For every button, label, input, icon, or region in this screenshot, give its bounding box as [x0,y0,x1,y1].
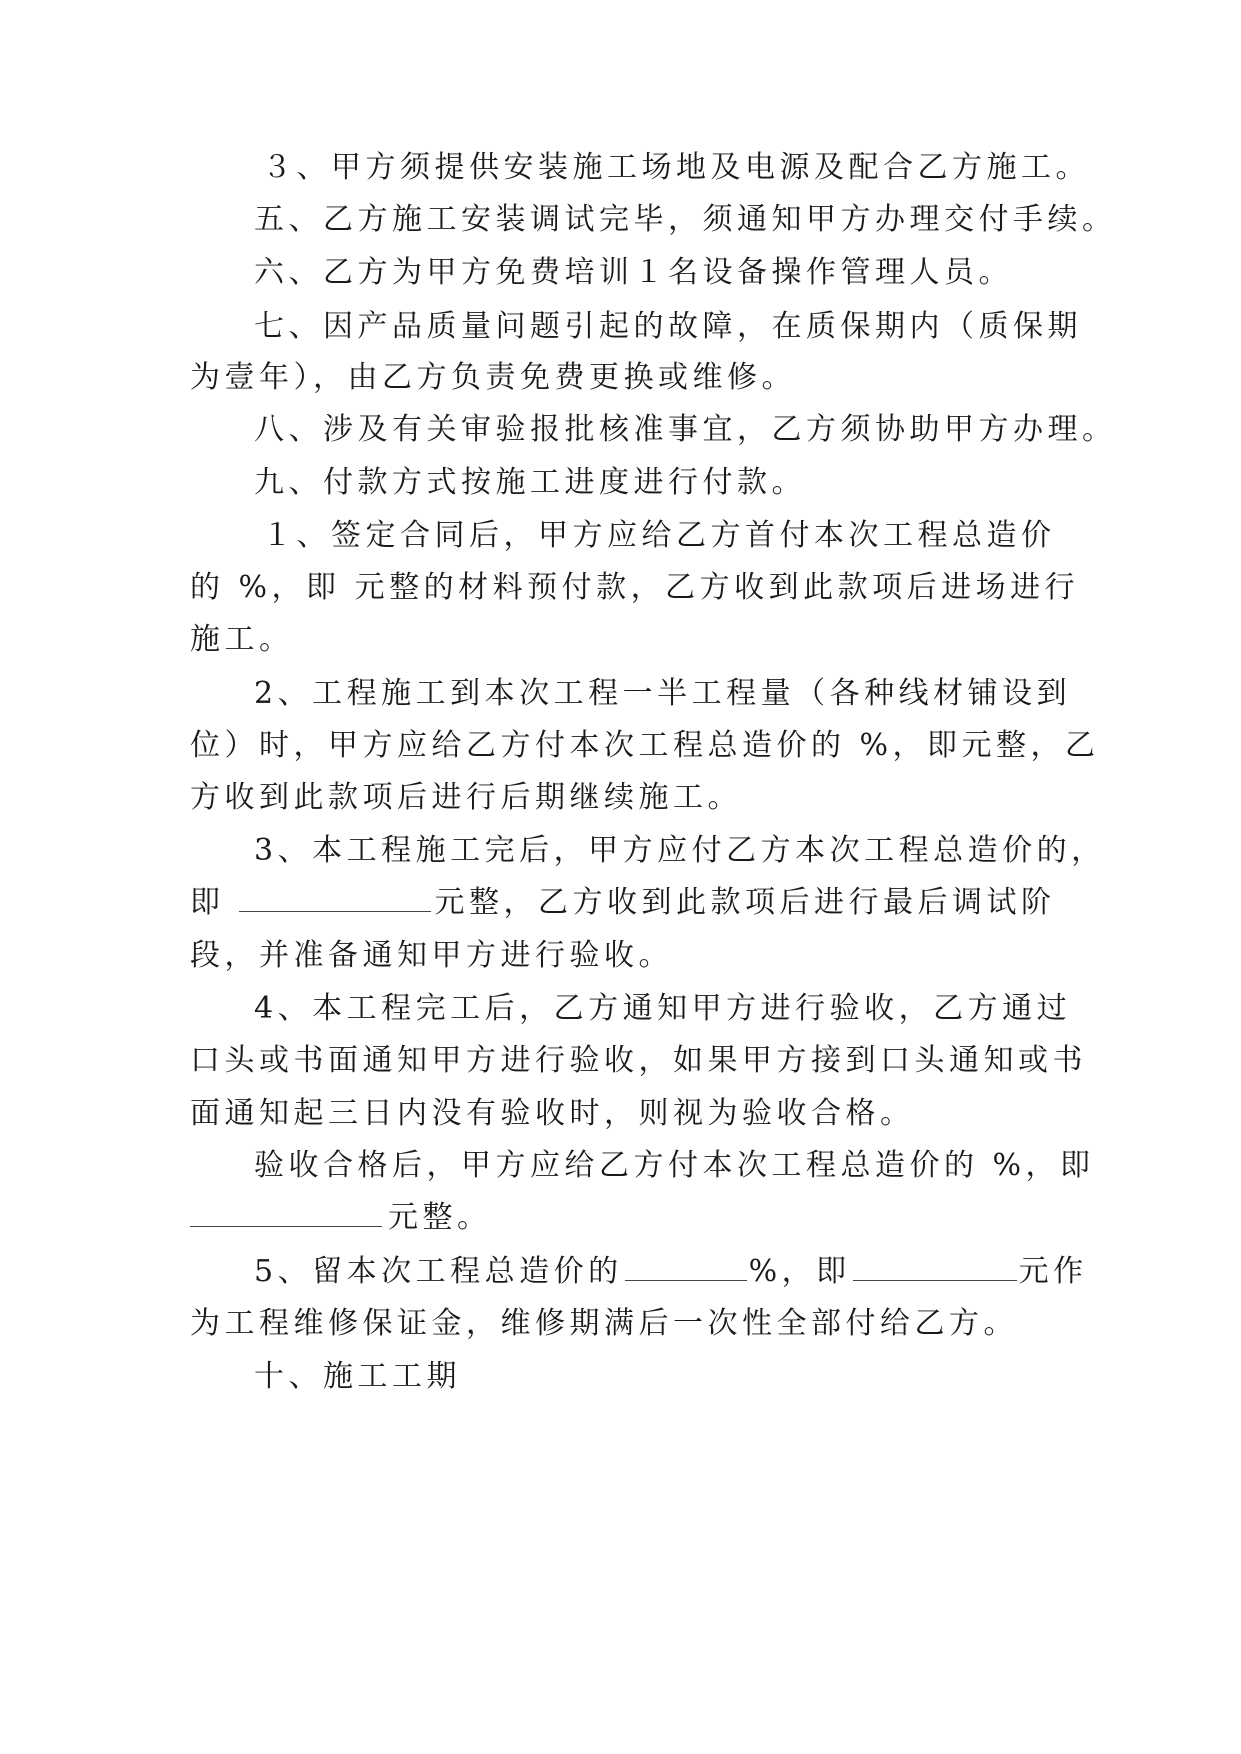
amount-blank[interactable] [853,1254,1017,1281]
payment-3-line-1: 3、本工程施工完后，甲方应付乙方本次工程总造价的， [254,833,1106,868]
acceptance-payment-line-2 [190,1198,1060,1238]
payment-5-line-2: 为工程维修保证金，维修期满后一次性全部付给乙方。 [190,1306,1018,1341]
clause-7-warranty-line-2: 为壹年），由乙方负责免费更换或维修。 [190,360,796,395]
payment-5-line-1 [254,1252,1088,1292]
amount-blank[interactable] [190,1200,382,1227]
clause-7-warranty-line-1: 七、因产品质量问题引起的故障，在质保期内（质保期 [254,309,1082,344]
payment-3-line-2 [190,883,1060,923]
payment-1-line-3: 施工。 [190,622,294,657]
clause-10-heading: 十、施工工期 [254,1359,461,1394]
acceptance-payment-suffix: 元整。 [388,1200,492,1235]
clause-3-site-provision: ３、甲方须提供安装施工场地及电源及配合乙方施工。 [262,150,1090,185]
clause-5-delivery: 五、乙方施工安装调试完毕，须通知甲方办理交付手续。 [254,202,1117,237]
payment-5-middle: %，即 [748,1254,851,1289]
payment-2-line-3: 方收到此款项后进行后期继续施工。 [190,780,742,815]
payment-3-prefix: 即 [190,885,225,920]
acceptance-payment-line-1: 验收合格后，甲方应给乙方付本次工程总造价的 %，即 [254,1148,1095,1183]
payment-1-line-1: １、签定合同后，甲方应给乙方首付本次工程总造价 [262,518,1056,553]
payment-3-suffix: 元整，乙方收到此款项后进行最后调试阶 [434,885,1056,920]
payment-4-line-1: 4、本工程完工后，乙方通知甲方进行验收，乙方通过 [254,991,1072,1026]
payment-5-suffix: 元作 [1018,1254,1088,1289]
payment-4-line-2: 口头或书面通知甲方进行验收，如果甲方接到口头通知或书 [190,1043,1087,1078]
payment-1-line-2: 的 %，即 元整的材料预付款，乙方收到此款项后进场进行 [190,570,1080,605]
clause-9-payment-method: 九、付款方式按施工进度进行付款。 [254,465,806,500]
amount-blank[interactable] [239,885,431,912]
payment-3-line-3: 段，并准备通知甲方进行验收。 [190,938,673,973]
percent-blank[interactable] [625,1254,747,1281]
payment-4-line-3: 面通知起三日内没有验收时，则视为验收合格。 [190,1096,915,1131]
payment-2-line-1: 2、工程施工到本次工程一半工程量（各种线材铺设到 [254,676,1072,711]
payment-5-prefix: 5、留本次工程总造价的 [254,1254,623,1289]
payment-2-line-2: 位）时，甲方应给乙方付本次工程总造价的 %，即元整，乙 [190,728,1100,763]
clause-6-training: 六、乙方为甲方免费培训１名设备操作管理人员。 [254,255,1013,290]
clause-8-approval: 八、涉及有关审验报批核准事宜，乙方须协助甲方办理。 [254,412,1117,447]
